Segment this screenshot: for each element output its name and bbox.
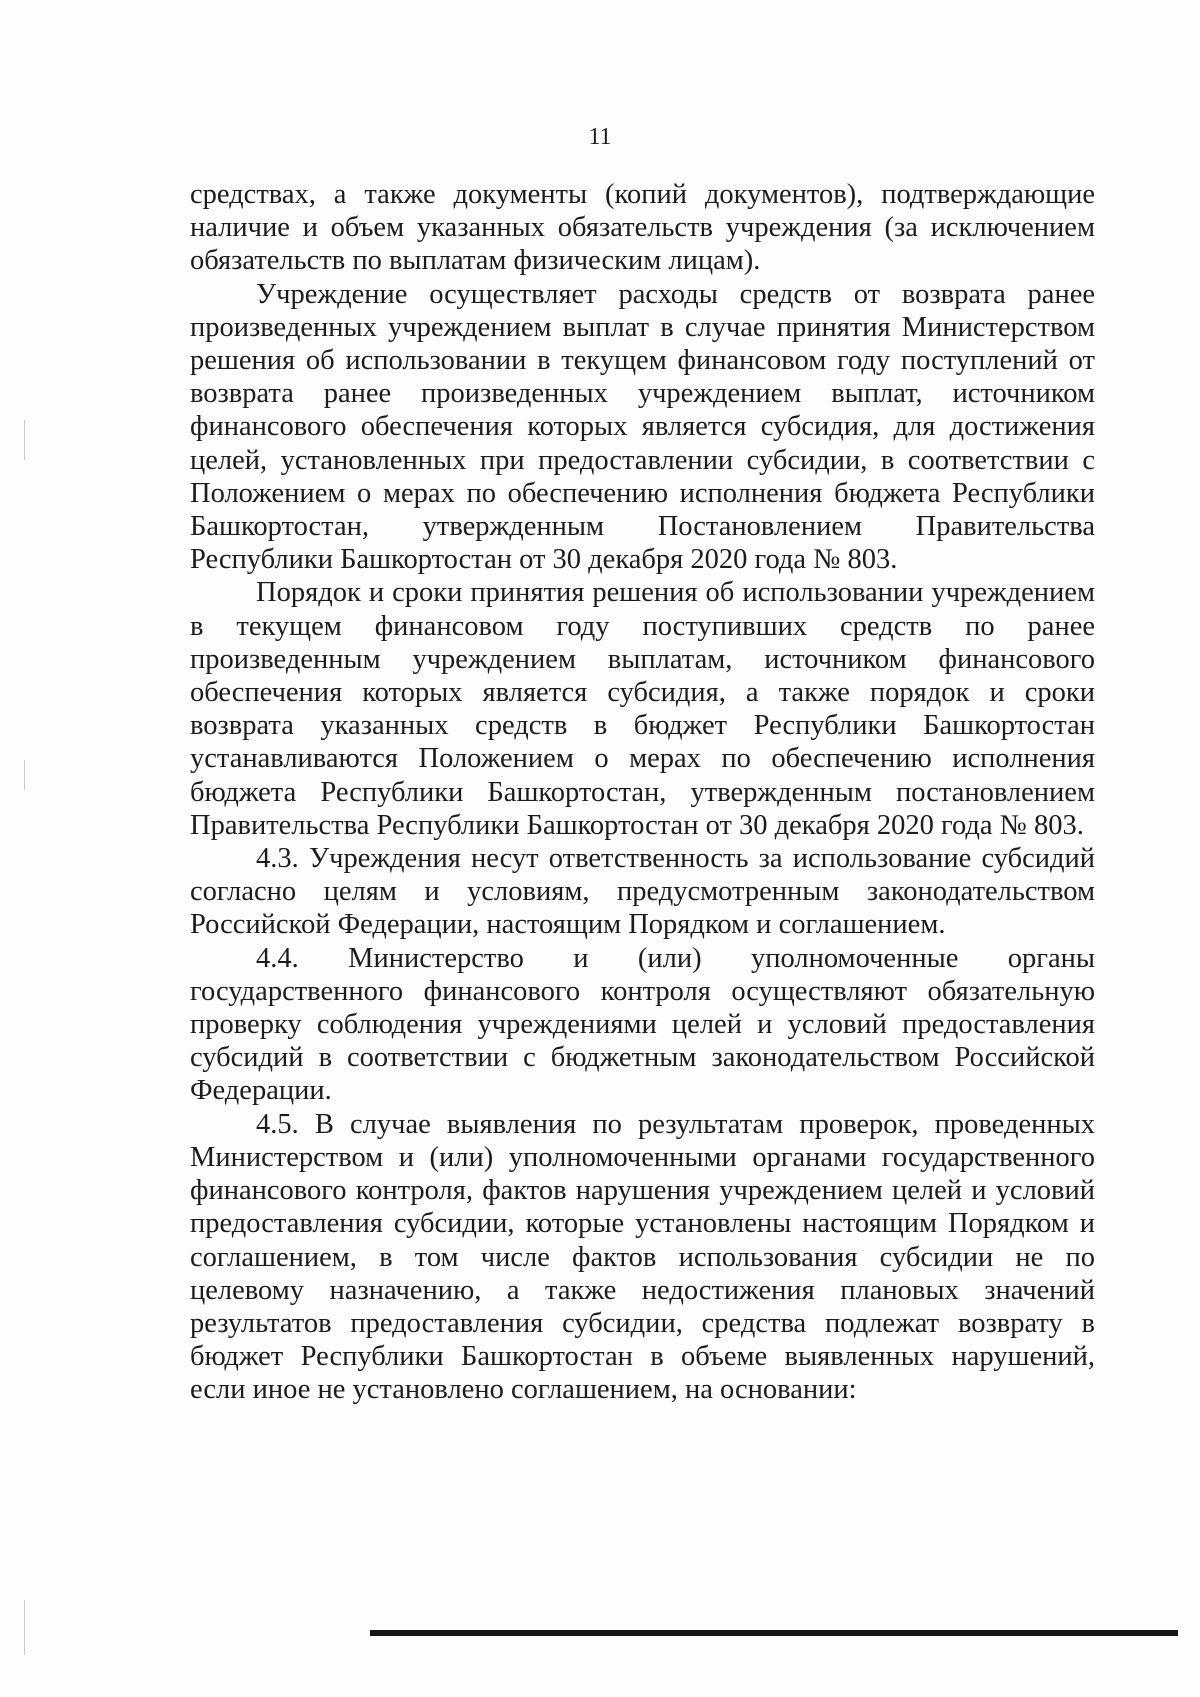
paragraph-decision-procedure: Порядок и сроки принятия решения об использовании учреждением в текущем финансовом году поступивших средств по ранее произведенным учреждением выплатам, источником финансового обеспечения которых является субсидия, а также порядок и сроки возврата указанных средств в бюджет Республики Башкортостан устанавливаются Положением о мерах по обеспечению исполнения бюджета Республики Башкортостан, утвержденным постановлением Правительства Республики Башкортостан от 30 декабря 2020 года № 803. [190,577,1095,841]
document-body [190,178,1095,1407]
paragraph-4-5: 4.5. В случае выявления по результатам проверок, проведенных Министерством и (или) уполномоченными органами государственного финансового контроля, фактов нарушения учреждением целей и условий предоставления субсидии, которые установлены настоящим Порядком и соглашением, в том числе фактов использования субсидии не по целевому назначению, а также недостижения плановых значений результатов предоставления субсидии, средства подлежат возврату в бюджет Республики Башкортостан в объеме выявленных нарушений, если иное не установлено соглашением, на основании: [190,1108,1095,1406]
paragraph-returned-payments-expenses: Учреждение осуществляет расходы средств от возврата ранее произведенных учреждением выплат в случае принятия Министерством решения об использовании в текущем финансовом году поступлений от возврата ранее произведенных учреждением выплат, источником финансового обеспечения которых является субсидия, для достижения целей, установленных при предоставлении субсидии, в соответствии с Положением о мерах по обеспечению исполнения бюджета Республики Башкортостан, утвержденным Постановлением Правительства Республики Башкортостан от 30 декабря 2020 года № 803. [190,278,1095,576]
paragraph-4-3: 4.3. Учреждения несут ответственность за использование субсидий согласно целям и условиям, предусмотренным законодательством Российской Федерации, настоящим Порядком и соглашением. [190,843,1095,941]
scan-margin-mark [24,420,25,460]
bottom-scan-rule [370,1630,1178,1636]
scan-margin-mark [24,760,25,790]
paragraph-4-4: 4.4. Министерство и (или) уполномоченные органы государственного финансового контроля осуществляют обязательную проверку соблюдения учреждениями целей и условий предоставления субсидий в соответствии с бюджетным законодательством Российской Федерации. [190,942,1095,1107]
scan-margin-mark [24,1600,25,1655]
page-number: 11 [588,124,612,150]
paragraph-obligations-docs: средствах, а также документы (копий документов), подтверждающие наличие и объем указанных обязательств учреждения (за исключением обязательств по выплатам физическим лицам). [190,179,1095,277]
